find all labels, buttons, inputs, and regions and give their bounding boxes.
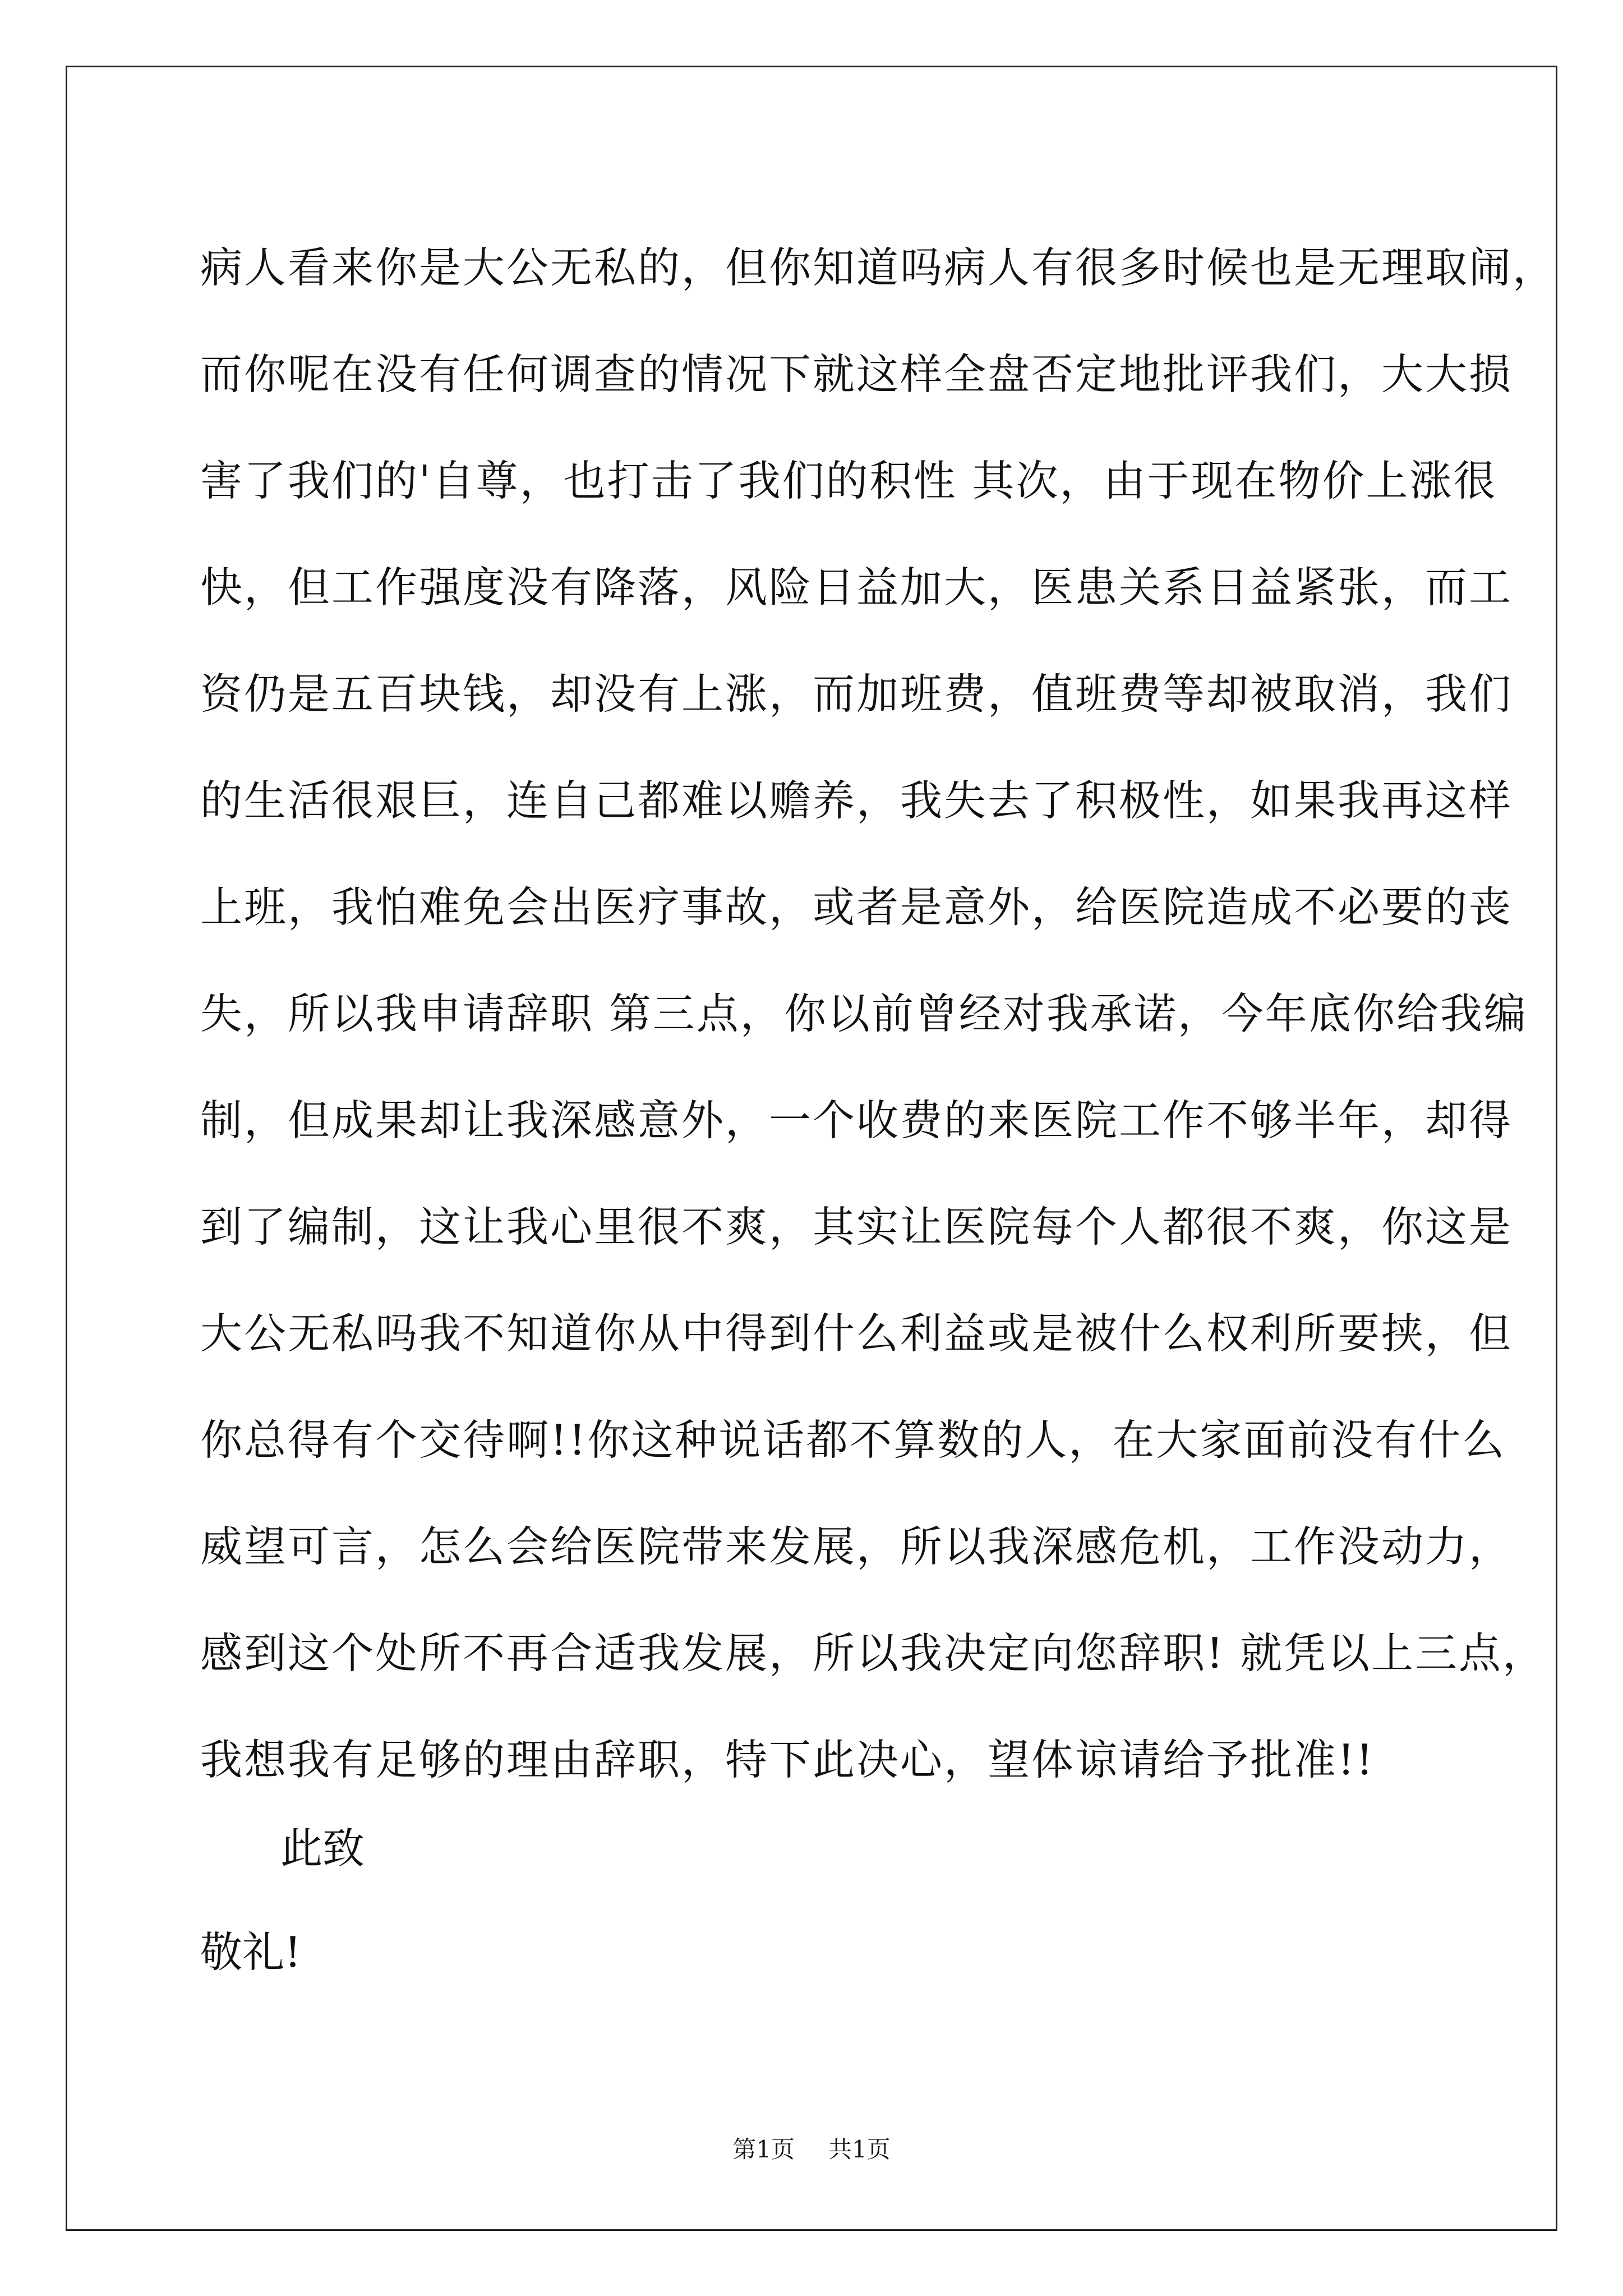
body-line-9: 制，但成果却让我深感意外，一个收费的来医院工作不够半年，却得 (200, 1096, 1513, 1145)
body-line-3: 害了我们的'自尊，也打击了我们的积性 其次，由于现在物价上涨很 (200, 456, 1497, 505)
body-line-10: 到了编制，这让我心里很不爽，其实让医院每个人都很不爽，你这是 (200, 1202, 1513, 1251)
body-line-12: 你总得有个交待啊!!你这种说话都不算数的人，在大家面前没有什么 (200, 1415, 1506, 1465)
closing-regards: 敬礼! (200, 1927, 302, 1977)
body-line-5: 资仍是五百块钱，却没有上涨，而加班费，值班费等却被取消，我们 (200, 669, 1513, 719)
page-footer (0, 2133, 1623, 2166)
closing-salutation: 此致 (280, 1824, 365, 1873)
body-line-2: 而你呢在没有任何调查的情况下就这样全盘否定地批评我们，大大损 (200, 349, 1513, 399)
body-line-13: 威望可言，怎么会给医院带来发展，所以我深感危机，工作没动力， (200, 1522, 1513, 1571)
page-total: 共1页 (828, 2136, 891, 2163)
letter-body (200, 214, 1557, 1813)
page-number: 第1页 (732, 2136, 795, 2163)
body-line-14: 感到这个处所不再合适我发展，所以我决定向您辞职! 就凭以上三点， (200, 1628, 1546, 1678)
body-line-1: 病人看来你是大公无私的，但你知道吗病人有很多时候也是无理取闹， (200, 243, 1557, 292)
body-line-11: 大公无私吗我不知道你从中得到什么利益或是被什么权利所要挟，但 (200, 1309, 1513, 1358)
body-line-7: 上班，我怕难免会出医疗事故，或者是意外，给医院造成不必要的丧 (200, 882, 1513, 932)
body-line-4: 快，但工作强度没有降落，风险日益加大，医患关系日益紧张，而工 (200, 563, 1513, 612)
body-line-8: 失，所以我申请辞职 第三点，你以前曾经对我承诺，今年底你给我编 (200, 989, 1528, 1038)
body-line-15: 我想我有足够的理由辞职，特下此决心，望体谅请给予批准!! (200, 1735, 1375, 1784)
body-line-6: 的生活很艰巨，连自己都难以赡养，我失去了积极性，如果我再这样 (200, 776, 1513, 825)
